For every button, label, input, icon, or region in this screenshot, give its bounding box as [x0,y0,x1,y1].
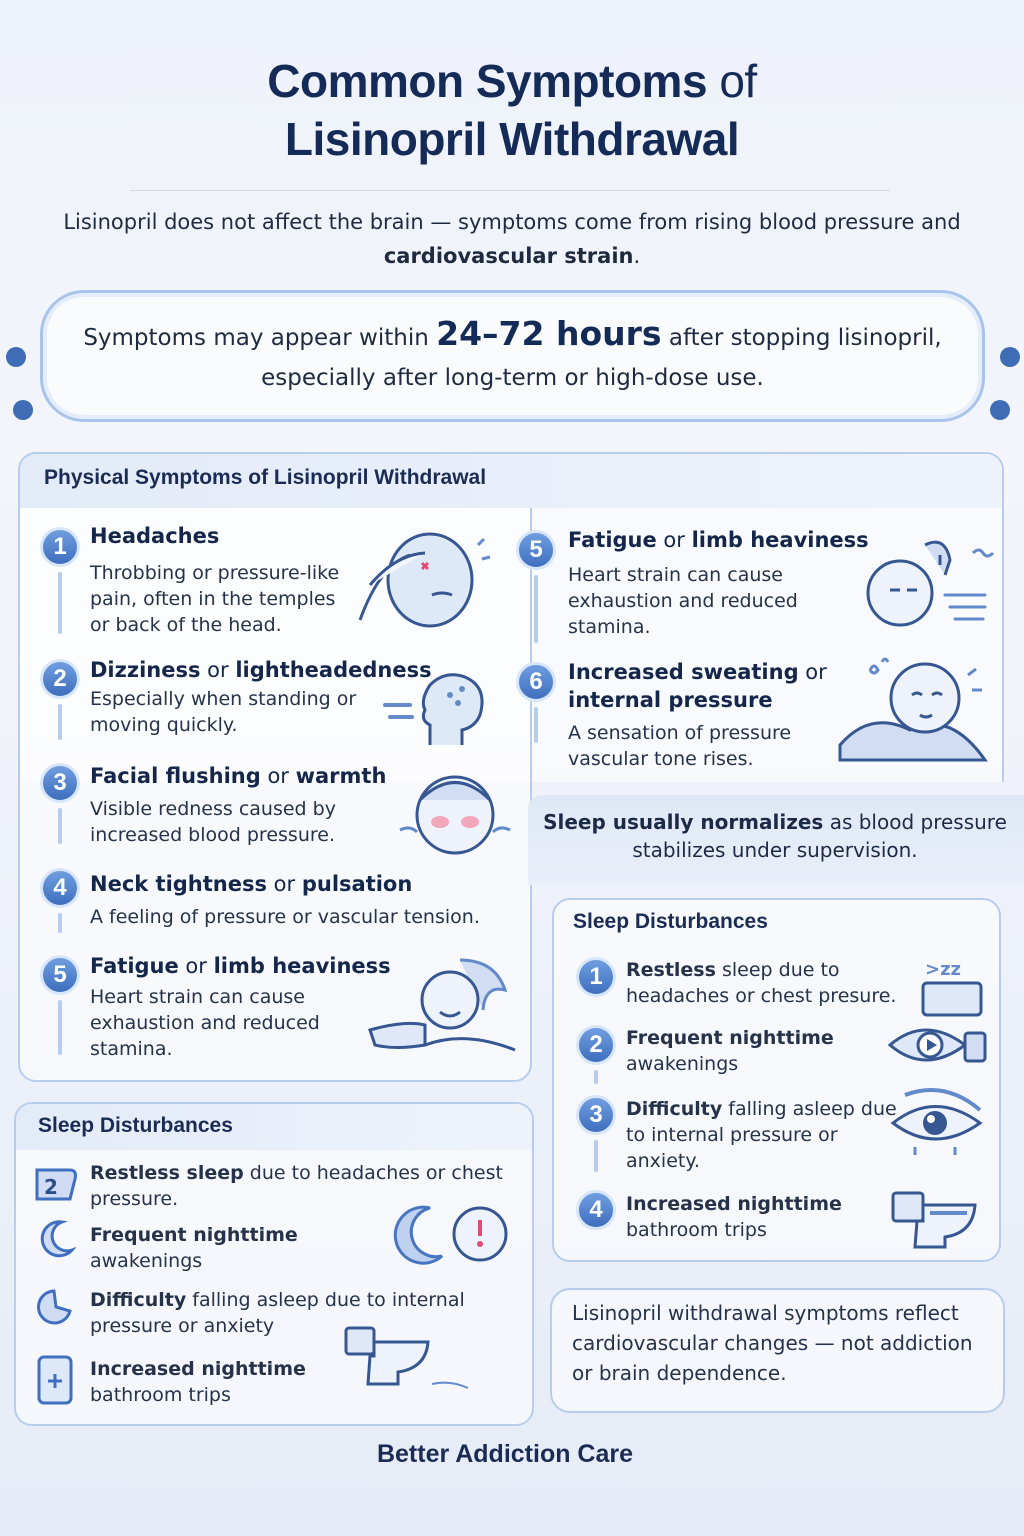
number-badge: 5 [40,955,80,995]
decor-dot [13,400,33,420]
moon-icon [34,1218,76,1258]
title-a: Headaches [90,524,220,548]
footer-brand: Better Addiction Care [376,1440,634,1468]
dizzy-head-icon [380,665,500,750]
stem-line [534,575,538,643]
intro-bold: cardiovascular strain [383,244,634,268]
title-a: Facial flushing [90,764,261,788]
decor-dot [990,400,1010,420]
title-b: limb heaviness [691,528,869,552]
fatigue-icon [365,950,520,1060]
page-title [0,52,1024,168]
callout-text [70,314,955,398]
headache-icon [340,525,500,635]
stem-line [534,707,538,743]
title-b: warmth [295,764,387,788]
number-badge: 2 [40,659,80,699]
note-text: Lisinopril withdrawal symptoms reflect cardiovascular changes — not addiction or brain dependence. [572,1301,973,1385]
title-mid: or [260,764,296,788]
symptom-desc: A sensation of pressure vascular tone rises. [568,722,792,770]
number-badge: 4 [576,1190,616,1230]
intro-part1: Lisinopril does not affect the brain — symptoms come from rising blood pressure and [63,210,961,234]
sleep-item-rest: awakenings [90,1250,203,1272]
eye-icon [885,1085,990,1160]
sleep-zzz-icon [915,955,990,1020]
number-badge: 3 [40,763,80,803]
intro-text [60,205,964,273]
sleep-item-title: Restless [626,959,716,981]
physical-heading: Physical Symptoms of Lisinopril Withdrawal [44,466,487,489]
symptom-title [90,762,386,790]
sleep-item [626,1191,886,1243]
title-mid: or [798,660,827,684]
phone-icon [36,1354,74,1406]
symptom-title [568,526,869,554]
sleep-item-rest: bathroom trips [90,1384,231,1406]
sleep-item-title: Difficulty [626,1098,723,1120]
sleep-item-rest: due to headaches or chest pressure. [90,1162,503,1210]
callout-part1: Symptoms may appear within [83,325,437,351]
sleep-item [626,957,916,1009]
title-a: Increased sweating [568,660,799,684]
sleep-badge-icon [32,1165,78,1205]
title-b: internal pressure [568,688,773,712]
tired-person-icon [845,535,995,635]
sleep-item-rest: bathroom trips [626,1219,767,1241]
decor-dot [1000,347,1020,367]
toilet-icon [340,1322,470,1392]
sleep-badge-number: 2 [44,1175,58,1199]
sleep-item-title: Difficulty [90,1289,187,1311]
sleep-item [626,1096,901,1174]
sleep-item-rest: sleep due to headaches or chest presure. [626,959,897,1007]
sleep-item-rest: falling asleep due to internal pressure or anxiety. [626,1098,897,1172]
sleep-right-heading: Sleep Disturbances [573,910,768,933]
sweating-person-icon [830,650,995,765]
title-mid: or [200,658,236,682]
title-mid: or [656,528,692,552]
title-a: Fatigue [90,954,179,978]
title-a: Fatigue [568,528,657,552]
sleep-item-title: Increased nighttime [90,1358,306,1380]
stem-line [58,1000,62,1055]
stem-line [594,1140,598,1172]
number-badge: 6 [516,662,556,702]
stem-line [58,704,62,740]
moon-alarm-icon [380,1198,515,1268]
title-a: Neck tightness [90,872,267,896]
sleep-item-title: Restless sleep [90,1162,244,1184]
symptom-title [90,870,412,898]
sleep-item [90,1222,350,1274]
title-a: Dizziness [90,658,201,682]
banner-rest: as blood pressure stabilizes under supervision. [632,810,1007,862]
intro-part2: . [633,244,641,268]
sleep-left-heading: Sleep Disturbances [38,1114,233,1137]
number-badge: 1 [40,527,80,567]
number-badge: 5 [516,530,556,570]
symptom-desc: Especially when standing or moving quickly. [90,688,357,736]
sleep-item-title: Frequent nighttime [90,1224,298,1246]
decor-dot [6,347,26,367]
number-badge: 3 [576,1095,616,1135]
title-line2: Lisinopril Withdrawal [284,113,740,165]
symptom-title [90,952,391,980]
sleep-item-title: Frequent nighttime [626,1027,834,1049]
number-badge: 1 [576,957,616,997]
number-badge: 2 [576,1025,616,1065]
divider [130,190,890,191]
sleep-item [626,1025,886,1077]
title-of: of [719,55,757,107]
number-badge: 4 [40,868,80,908]
title-mid: or [267,872,302,896]
callout-highlight: 24–72 hours [436,314,662,353]
symptom-title [568,658,848,714]
callout-part2: after stopping lisinopril, especially after long-term or high-dose use. [261,325,942,391]
sleep-item-title: Increased nighttime [626,1193,842,1215]
stem-line [58,808,62,844]
title-line1: Common Symptoms [267,55,708,107]
banner-bold: Sleep usually normalizes [543,810,824,834]
stem-line [594,1070,598,1084]
title-b: lightheadedness [235,658,432,682]
symptom-desc: Heart strain can cause exhaustion and reduced stamina. [568,564,798,638]
sleep-item [90,1356,340,1408]
symptom-desc: A feeling of pressure or vascular tension. [90,906,480,928]
crescent-arrow-icon [32,1285,74,1325]
title-b: pulsation [301,872,413,896]
symptom-title [90,522,219,550]
flushed-face-icon [395,770,515,860]
title-b: limb heaviness [213,954,391,978]
awake-eye-icon [885,1015,990,1075]
banner-text [540,808,1010,864]
symptom-desc: Heart strain can cause exhaustion and reduced stamina. [90,986,320,1060]
stem-line [58,913,62,933]
sleep-item-rest: awakenings [626,1053,739,1075]
title-mid: or [178,954,214,978]
toilet-icon [885,1185,985,1250]
symptom-desc: Visible redness caused by increased blood pressure. [90,798,336,846]
sleep-item-rest: falling asleep due to internal pressure or anxiety [90,1289,465,1337]
symptom-desc: Throbbing or pressure-like pain, often in the temples or back of the head. [90,562,340,636]
svg-text:>zz: >zz [925,959,962,980]
stem-line [58,572,62,634]
